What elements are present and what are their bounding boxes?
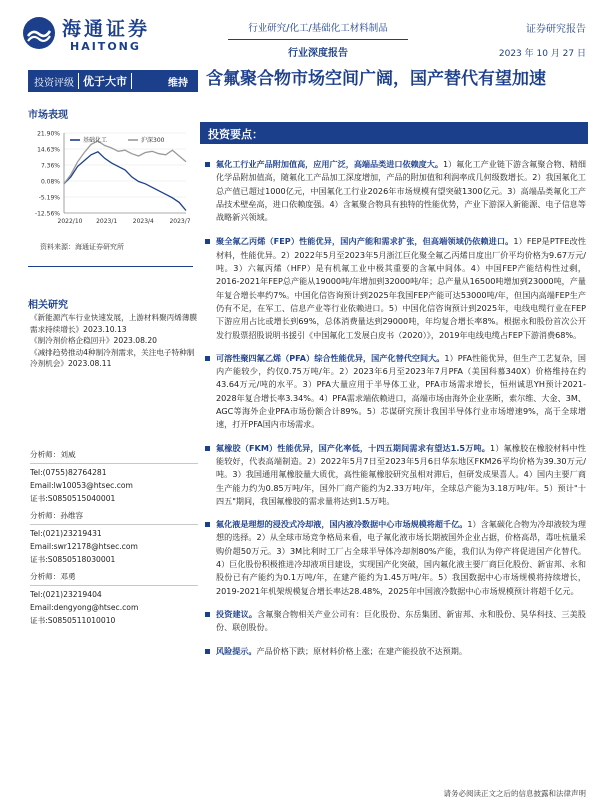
key-point xyxy=(204,352,586,432)
analyst-card xyxy=(30,570,198,627)
x-tick-label: 2022/10 xyxy=(57,218,83,225)
key-points-list xyxy=(204,158,586,658)
analyst-cert: 证书:S0850518030001 xyxy=(30,555,116,564)
y-tick-label: 0.08% xyxy=(40,178,60,186)
y-tick-label: 7.36% xyxy=(40,162,60,170)
analyst-card xyxy=(30,509,198,566)
analyst-list xyxy=(30,448,198,631)
analyst-email[interactable]: Email:dengyong@htsec.com xyxy=(30,603,139,612)
report-title: 含氟聚合物市场空间广阔，国产替代有望加速 xyxy=(206,69,546,89)
report-kind: 证券研究报告 xyxy=(526,24,586,35)
key-point-body: 1）FEP是PTFE改性材料，性能优异。2）2022年5月至2023年5月浙江巨化聚全氟乙丙烯日度出厂价平均价格为9.67万元/吨。3）六氟丙烯（HFP）是有机氟工业中极其重要的含氟中间体。4）中国FEP产能结构性过剩，2016-2021年FEP总产能从19000吨/年增加到32000吨/年；总产量从16500吨增加到23000吨，产量年复合增长率约7%。中国化信咨询预计到2025年我国FEP产能可达53000吨/年，但国内高端FEP生产仍有不足，在军工、信息产业等行业依赖进口。5）中国化信咨询预计到2025年，电线电缆行业在FEP下游应用占比或增长到69%，总体消费量达到29000吨，年均复合增长率8%。根据永和股份首次公开发行股票招股说明书援引《中国氟化工发展白皮书（2020）》，2019年电线电缆占FEP下游消费68%。 xyxy=(216,236,586,340)
key-point-body: 产品价格下跌；原材料价格上涨；在建产能投放不达预期。 xyxy=(256,645,467,656)
x-tick-label: 2023/4 xyxy=(132,218,154,225)
performance-line-chart xyxy=(28,125,193,235)
x-tick-label: 2023/1 xyxy=(96,218,118,225)
analyst-name: 分析师：刘威 xyxy=(30,450,76,459)
related-heading: 相关研究 xyxy=(28,300,68,311)
analyst-cert: 证书:S0850511010010 xyxy=(30,616,116,625)
key-point-title: 氟化液是理想的浸没式冷却液，国内液冷数据中心市场规模将超千亿。 xyxy=(216,519,468,530)
x-tick-label: 2023/7 xyxy=(169,218,191,225)
analyst-cert: 证书:S0850515040001 xyxy=(30,494,116,503)
logo-english-name: HAITONG xyxy=(70,40,141,53)
key-point xyxy=(204,235,586,341)
y-tick-label: 14.63% xyxy=(37,146,60,154)
y-tick-label: 21.90% xyxy=(37,130,60,138)
legend-label: 沪深300 xyxy=(141,137,165,144)
related-item[interactable]: 《制冷剂价格企稳回升》2023.08.20 xyxy=(30,336,158,345)
report-type: 行业深度报告 xyxy=(288,48,348,59)
key-point-title: 氟橡胶（FKM）性能优异，国产化率低，十四五期间需求有望达1.5万吨。 xyxy=(216,442,491,453)
key-point-body: 1）PFA性能优异，但生产工艺复杂，国内产能较少，约仅0.75万吨/年。2）2023年6月至2023年7月PFA（美国科慕340X）价格维持在约43.64万元/吨的水平。3）PFA大量应用于半导体工业，PFA市场需求增长，恒州诚思YH预计2021-2028年复合增长率3.34%。4）PFA需求端依赖进口，高端市场由海外企业垄断，索尔维、大金、3M、AGC等海外企业PFA市场份额合计89%。5）芯谋研究预计我国半导体行业市场增速9%，高于全球增速，打开PFA国内市场需求。 xyxy=(216,352,586,430)
analyst-name: 分析师：邓勇 xyxy=(30,572,76,581)
key-point xyxy=(204,442,586,508)
related-item[interactable]: 《新能源汽车行业快速发展，上游材料聚丙烯薄膜需求持续增长》2023.10.13 xyxy=(30,313,198,334)
investment-rating-bar xyxy=(28,70,198,92)
key-point-title: 风险提示。 xyxy=(216,645,257,656)
y-tick-label: -5.19% xyxy=(38,194,60,202)
key-point-body: 含氟聚合物相关产业公司有：巨化股份、东岳集团、新宙邦、永和股份、昊华科技、三美股份、联创股份。 xyxy=(216,608,586,633)
left-divider xyxy=(28,266,193,267)
market-performance-chart xyxy=(28,125,193,235)
analyst-tel: Tel:(0755)82764281 xyxy=(30,468,107,477)
header-divider xyxy=(228,39,408,40)
analyst-divider xyxy=(30,463,198,464)
analyst-email[interactable]: Email:lw10053@htsec.com xyxy=(30,481,133,490)
chart-source: 资料来源：海通证券研究所 xyxy=(40,243,124,251)
key-points-heading: 投资要点： xyxy=(200,122,588,144)
key-point-title: 投资建议。 xyxy=(216,608,258,619)
disclaimer-footer: 请务必阅读正文之后的信息披露和法律声明 xyxy=(443,789,586,798)
key-point-body: 1）氟化工产业链下游含氟聚合物、精细化学品附加值高，随氟化工产品加工深度增加，产品的附加值和利润率成几何级数增长。2）我国氟化工总产值已超过1000亿元，中国氟化工行业2026年市场规模有望突破1300亿元。3）高端品类氟化工产品技术壁垒高，进口依赖度强。4）含氟聚合物具有独特的性能优势，产业下游深入新能源、电子信息等战略新兴领域。 xyxy=(216,159,586,223)
analyst-card xyxy=(30,448,198,505)
haitong-logo-icon xyxy=(22,16,56,50)
y-tick-label: -12.56% xyxy=(34,210,60,218)
key-point xyxy=(204,645,586,658)
legend-label: 基础化工 xyxy=(83,137,108,144)
key-point xyxy=(204,608,586,635)
header-right xyxy=(486,20,586,59)
related-item[interactable]: 《减排趋势推动4种制冷剂需求，关注电子特种制冷剂机会》2023.08.11 xyxy=(30,347,195,368)
analyst-name: 分析师：孙维容 xyxy=(30,511,84,520)
rating-label: 投资评级 xyxy=(34,77,74,89)
key-point-title: 可溶性聚四氟乙烯（PFA）综合性能优异，国产化替代空间大。 xyxy=(216,352,445,363)
key-point-body: 1）含氟碳化合物为冷却液较为理想的选择。2）从全球市场竞争格局来看，电子氟化液市场长期被国外企业占据，价格高昂，毒吐杭量采购价超50万元。3）3M比利时工厂占全球半导体冷却剂80%产能，我们认为停产将促进国产化替代。4）巨化股份积极推进冷却液项目建设，实现国产化突破，国内氟化液主要厂商巨化股份、新宙邦、永和股份已有产能约为0.1万吨/年，在建产能约为1.45万吨/年。5）我国数据中心市场规模将持续增长，2019-2021年机架规模复合增长率达28.48%，2025年中国液冷数据中心市场规模预计将超千亿元。 xyxy=(216,519,586,596)
key-point-body: 1）氟橡胶在橡胶材料中性能较好，代表高端制造。2）2022年5月7日至2023年5月6日华东地区FKM26平均价格为39.30万元/吨。3）我国通用氟橡胶量大质优，高性能氟橡胶研究虽相对滞后，但研发成果喜人。4）国内主要厂商生产能力约为0.85万吨/年，国外厂商产能约为2.33万吨/年，全球总产能为3.18万吨/年。5）预计"十四五"期间，我国氟橡胶的需求量将达到1.5万吨。 xyxy=(216,442,587,506)
key-point xyxy=(204,518,586,598)
key-point xyxy=(204,158,586,224)
logo-chinese-name: 海通证券 xyxy=(62,18,151,40)
company-logo xyxy=(22,14,172,64)
market-heading: 市场表现 xyxy=(28,110,68,121)
analyst-tel: Tel:(021)23219431 xyxy=(30,529,102,538)
key-point-title: 聚全氟乙丙烯（FEP）性能优异，国内产能和需求扩张，但高端领域仍依赖进口。 xyxy=(216,236,514,247)
analyst-divider xyxy=(30,585,198,586)
header-center xyxy=(228,20,408,59)
related-research-list xyxy=(30,312,198,370)
report-date: 2023 年 10 月 27 日 xyxy=(498,49,586,59)
rating-trend: 维持 xyxy=(168,77,188,89)
key-point-title: 氟化工行业产品附加值高，应用广泛，高端品类进口依赖度大。 xyxy=(216,159,444,169)
analyst-tel: Tel:(021)23219404 xyxy=(30,590,102,599)
analyst-email[interactable]: Email:swr12178@htsec.com xyxy=(30,542,138,551)
analyst-divider xyxy=(30,524,198,525)
industry-category: 行业研究/化工/基础化工材料制品 xyxy=(248,23,388,34)
rating-value: 优于大市 xyxy=(78,73,132,89)
